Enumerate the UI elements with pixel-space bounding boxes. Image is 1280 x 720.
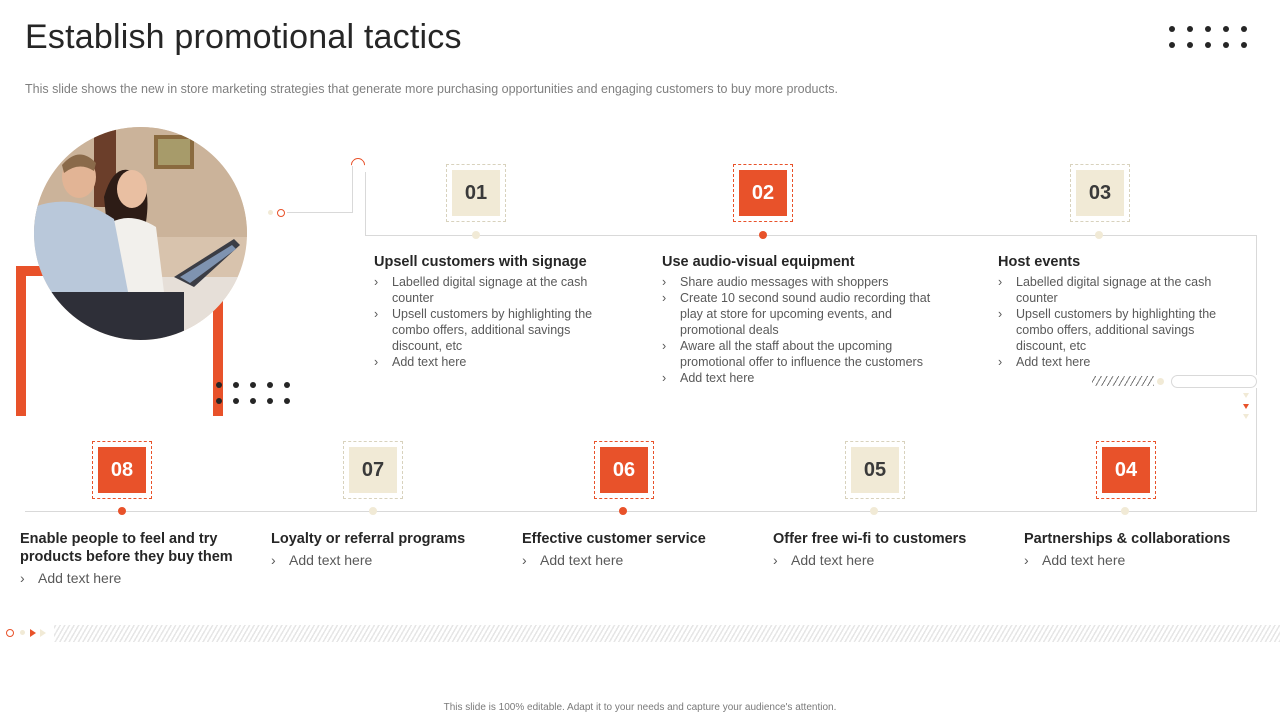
play-arrow-icon <box>40 629 46 637</box>
step-card <box>662 253 952 386</box>
step-number-box <box>733 164 793 222</box>
timeline-node <box>759 231 767 239</box>
step-number-box <box>446 164 506 222</box>
connector-line-vertical <box>352 166 353 213</box>
slide-subtitle: This slide shows the new in store marketing strategies that generate more purchasing opportunities and engaging customers to buy more products. <box>25 82 838 96</box>
step-number: 01 <box>452 170 500 216</box>
step-bullet: › Add text here <box>662 370 952 386</box>
timeline-small-dot <box>1157 378 1164 385</box>
timeline-node <box>472 231 480 239</box>
connector-ring <box>277 209 285 217</box>
step-number: 03 <box>1076 170 1124 216</box>
step-card <box>998 253 1243 370</box>
timeline-node <box>870 507 878 515</box>
step-title: Enable people to feel and try products before they buy them <box>20 531 233 565</box>
step-number-box <box>343 441 403 499</box>
timeline-right-lower <box>1256 388 1257 512</box>
step-number: 08 <box>98 447 146 493</box>
step-bullet: › Share audio messages with shoppers <box>662 274 952 290</box>
step-title: Upsell customers with signage <box>374 254 587 270</box>
step-card <box>773 530 1013 569</box>
step-bullet: › Labelled digital signage at the cash counter <box>374 274 619 306</box>
step-number-box <box>845 441 905 499</box>
step-title: Partnerships & collaborations <box>1024 531 1231 547</box>
step-bullet: › Aware all the staff about the upcoming promotional offer to influence the customers <box>662 338 952 370</box>
timeline-node <box>1121 507 1129 515</box>
step-bullet: › Add text here <box>374 354 619 370</box>
step-bullet: › Upsell customers by highlighting the combo offers, additional savings discount, etc <box>998 306 1243 354</box>
footer-note: This slide is 100% editable. Adapt it to your needs and capture your audience's attention. <box>443 702 837 713</box>
step-bullet: › Add text here <box>1024 551 1264 569</box>
step-title: Use audio-visual equipment <box>662 254 855 270</box>
strip-ring <box>6 629 14 637</box>
step-card <box>271 530 511 569</box>
timeline-top-left-drop <box>365 172 366 235</box>
step-card <box>522 530 762 569</box>
decorative-dots-top <box>1169 26 1247 48</box>
step-number-box <box>92 441 152 499</box>
step-bullet: › Upsell customers by highlighting the combo offers, additional savings discount, etc <box>374 306 619 354</box>
people-photo <box>34 127 247 340</box>
play-arrow-icon <box>30 629 36 637</box>
connector-dot <box>268 210 273 215</box>
arrow-down-icon <box>1243 404 1249 409</box>
arrow-down-icon <box>1243 393 1249 398</box>
step-bullet: › Add text here <box>271 551 511 569</box>
timeline-top-line <box>365 235 1257 236</box>
timeline-right-upper <box>1256 235 1257 375</box>
step-bullet: › Add text here <box>773 551 1013 569</box>
step-card <box>20 530 260 587</box>
step-number: 02 <box>739 170 787 216</box>
slide-title: Establish promotional tactics <box>25 18 462 56</box>
step-number-box <box>1070 164 1130 222</box>
timeline-node <box>619 507 627 515</box>
timeline-hatch-small <box>1092 376 1154 386</box>
arrow-down-icon <box>1243 414 1249 419</box>
decorative-dots-middle <box>216 382 290 404</box>
step-bullet: › Labelled digital signage at the cash counter <box>998 274 1243 306</box>
step-number-box <box>1096 441 1156 499</box>
step-number: 07 <box>349 447 397 493</box>
step-card <box>1024 530 1264 569</box>
step-title: Host events <box>998 254 1081 270</box>
step-bullet: › Add text here <box>20 569 260 587</box>
orange-bracket-left <box>16 266 26 416</box>
step-number-box <box>594 441 654 499</box>
timeline-node <box>1095 231 1103 239</box>
strip-dot <box>20 630 25 635</box>
timeline-node <box>369 507 377 515</box>
step-card <box>374 253 619 370</box>
step-number: 04 <box>1102 447 1150 493</box>
step-bullet: › Create 10 second sound audio recording that play at store for upcoming events, and promotional deals <box>662 290 952 338</box>
timeline-node <box>118 507 126 515</box>
step-title: Loyalty or referral programs <box>271 531 466 547</box>
step-bullet: › Add text here <box>522 551 762 569</box>
step-number: 05 <box>851 447 899 493</box>
step-number: 06 <box>600 447 648 493</box>
connector-line <box>287 212 353 213</box>
timeline-bottom-line <box>25 511 1257 512</box>
hatch-strip <box>54 625 1280 642</box>
timeline-pill <box>1171 375 1257 388</box>
step-title: Offer free wi-fi to customers <box>773 531 967 547</box>
step-bullet: › Add text here <box>998 354 1243 370</box>
step-title: Effective customer service <box>522 531 706 547</box>
